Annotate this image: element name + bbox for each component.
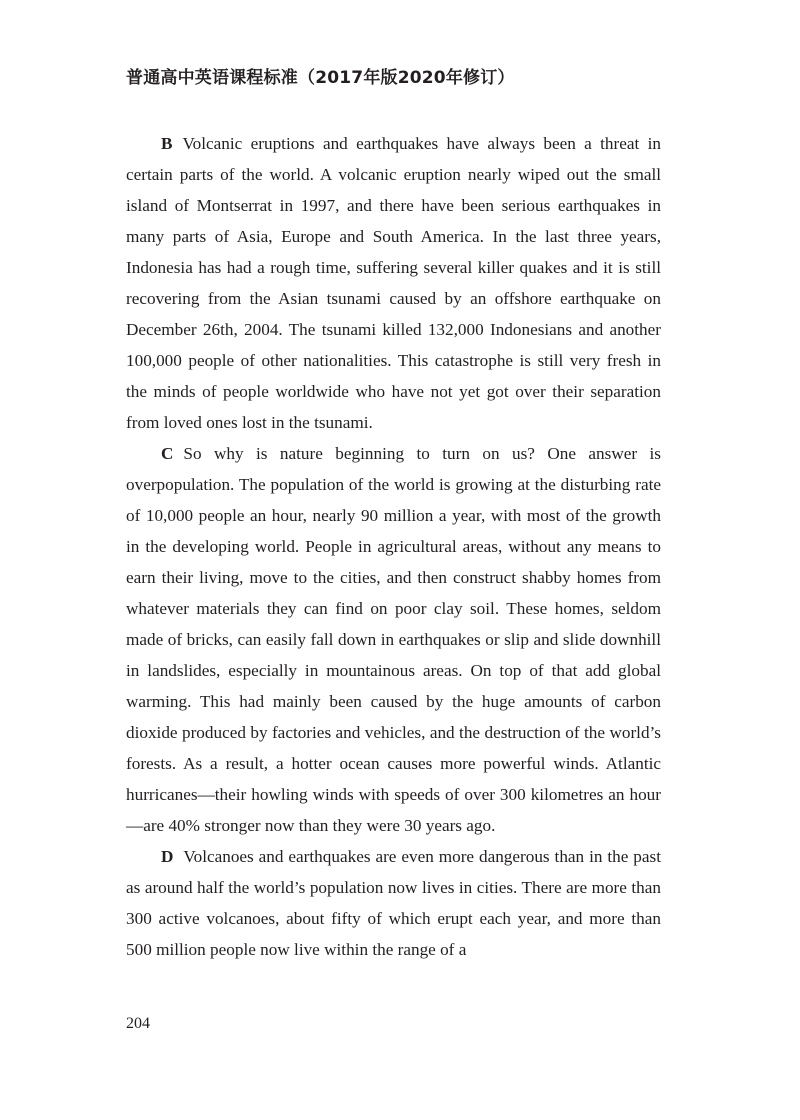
paragraph-c: [126, 438, 661, 841]
paragraph-c-text: So why is nature beginning to turn on us? One answer is overpopulation. The population of the world is growing at the disturbing rate of 10,000 people an hour, nearly 90 million a year, with most of the growth in the developing world. People in agricultural areas, without any means to earn their living, move to the cities, and then construct shabby homes from whatever materials they can find on poor clay soil. These homes, seldom made of bricks, can easily fall down in earthquakes or slip and slide downhill in landslides, especially in mountainous areas. On top of that add global warming. This had mainly been caused by the huge amounts of carbon dioxide produced by factories and vehicles, and the destruction of the world’s forests. As a result, a hotter ocean causes more powerful winds. Atlantic hurricanes—their howling winds with speeds of over 300 kilometres an hour—are 40% stronger now than they were 30 years ago.: [126, 444, 661, 835]
running-header: 普通高中英语课程标准（2017年版2020年修订）: [126, 68, 515, 88]
paragraph-d-text: Volcanoes and earthquakes are even more dangerous than in the past as around half the world’s population now lives in cities. There are more than 300 active volcanoes, about fifty of which erupt each year, and more than 500 million people now live within the range of a: [126, 847, 661, 959]
page-number: 204: [126, 1015, 150, 1032]
paragraph-marker-d: D: [161, 847, 174, 866]
body-text: [126, 128, 661, 965]
paragraph-marker-b: B: [161, 134, 173, 153]
paragraph-marker-c: C: [161, 444, 174, 463]
paragraph-d: [126, 841, 661, 965]
paragraph-b: [126, 128, 661, 438]
paragraph-b-text: Volcanic eruptions and earthquakes have always been a threat in certain parts of the world. A volcanic eruption nearly wiped out the small island of Montserrat in 1997, and there have been serious earthquakes in many parts of Asia, Europe and South America. In the last three years, Indonesia has had a rough time, suffering several killer quakes and it is still recovering from the Asian tsunami caused by an offshore earthquake on December 26th, 2004. The tsunami killed 132,000 Indonesians and another 100,000 people of other nationalities. This catastrophe is still very fresh in the minds of people worldwide who have not yet got over their separation from loved ones lost in the tsunami.: [126, 134, 661, 432]
